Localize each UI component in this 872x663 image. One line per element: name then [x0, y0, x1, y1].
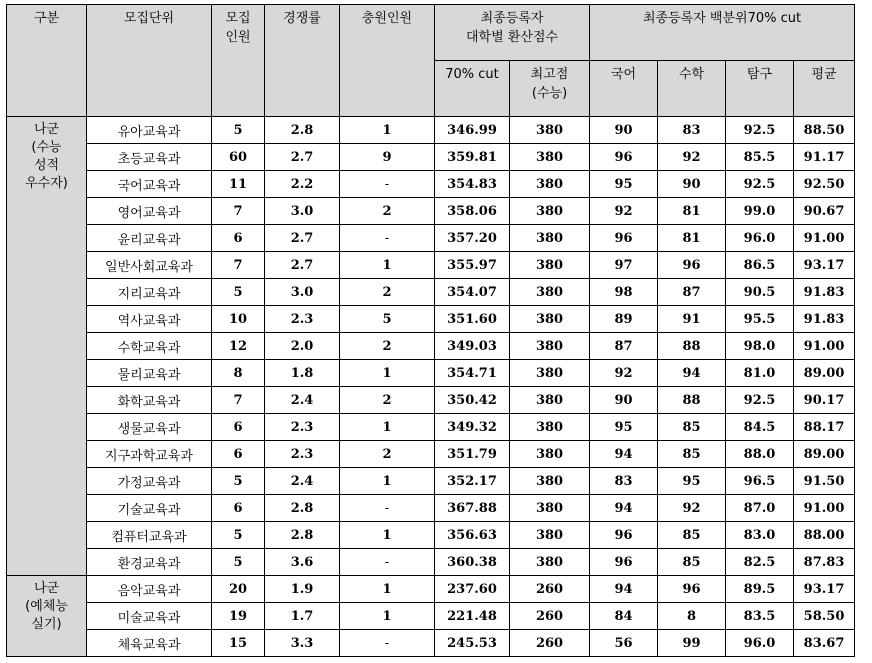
header-quota [212, 5, 265, 117]
inquiry-cell: 81.0 [726, 360, 794, 387]
math-cell: 95 [658, 468, 726, 495]
math-cell: 88 [658, 387, 726, 414]
table-row [7, 522, 855, 549]
math-cell: 83 [658, 117, 726, 144]
quota-cell: 6 [212, 441, 265, 468]
competition-cell: 2.7 [265, 252, 340, 279]
unit-cell: 지리교육과 [87, 279, 212, 306]
additional-cell: 9 [340, 144, 435, 171]
korean-cell: 96 [590, 225, 658, 252]
additional-cell: 2 [340, 387, 435, 414]
quota-cell: 5 [212, 468, 265, 495]
korean-cell: 56 [590, 630, 658, 657]
competition-cell: 1.7 [265, 603, 340, 630]
math-cell: 99 [658, 630, 726, 657]
header-unit: 모집단위 [87, 5, 212, 117]
max-score-cell: 380 [510, 198, 590, 225]
header-korean: 국어 [590, 61, 658, 117]
competition-cell: 2.4 [265, 387, 340, 414]
max-score-cell: 380 [510, 468, 590, 495]
competition-cell: 3.6 [265, 549, 340, 576]
quota-cell: 7 [212, 387, 265, 414]
cut70-cell: 355.97 [435, 252, 510, 279]
average-cell: 87.83 [794, 549, 855, 576]
table-row [7, 360, 855, 387]
unit-cell: 가정교육과 [87, 468, 212, 495]
korean-cell: 96 [590, 522, 658, 549]
unit-cell: 음악교육과 [87, 576, 212, 603]
inquiry-cell: 96.0 [726, 225, 794, 252]
average-cell: 93.17 [794, 576, 855, 603]
table-row [7, 549, 855, 576]
korean-cell: 97 [590, 252, 658, 279]
math-cell: 87 [658, 279, 726, 306]
group-label-line: 나군 [33, 122, 60, 137]
unit-cell: 초등교육과 [87, 144, 212, 171]
group-label-line: 우수자) [25, 176, 68, 191]
korean-cell: 98 [590, 279, 658, 306]
unit-cell: 체육교육과 [87, 630, 212, 657]
cut70-cell: 354.83 [435, 171, 510, 198]
korean-cell: 94 [590, 576, 658, 603]
inquiry-cell: 89.5 [726, 576, 794, 603]
inquiry-cell: 85.5 [726, 144, 794, 171]
unit-cell: 환경교육과 [87, 549, 212, 576]
additional-cell: 5 [340, 306, 435, 333]
unit-cell: 일반사회교육과 [87, 252, 212, 279]
quota-cell: 6 [212, 225, 265, 252]
additional-cell: 1 [340, 117, 435, 144]
inquiry-cell: 87.0 [726, 495, 794, 522]
table-header [7, 5, 855, 117]
unit-cell: 영어교육과 [87, 198, 212, 225]
average-cell: 91.50 [794, 468, 855, 495]
inquiry-cell: 99.0 [726, 198, 794, 225]
math-cell: 94 [658, 360, 726, 387]
average-cell: 88.00 [794, 522, 855, 549]
math-cell: 85 [658, 441, 726, 468]
header-gubun: 구분 [7, 5, 87, 117]
inquiry-cell: 95.5 [726, 306, 794, 333]
math-cell: 85 [658, 414, 726, 441]
table-row [7, 144, 855, 171]
additional-cell: 1 [340, 603, 435, 630]
additional-cell: - [340, 549, 435, 576]
additional-cell: 1 [340, 576, 435, 603]
max-score-cell: 380 [510, 171, 590, 198]
header-math: 수학 [658, 61, 726, 117]
quota-cell: 5 [212, 279, 265, 306]
unit-cell: 지구과학교육과 [87, 441, 212, 468]
math-cell: 90 [658, 171, 726, 198]
table-row [7, 387, 855, 414]
korean-cell: 92 [590, 198, 658, 225]
korean-cell: 96 [590, 144, 658, 171]
math-cell: 96 [658, 252, 726, 279]
korean-cell: 92 [590, 360, 658, 387]
korean-cell: 83 [590, 468, 658, 495]
header-average: 평균 [794, 61, 855, 117]
additional-cell: 2 [340, 279, 435, 306]
math-cell: 91 [658, 306, 726, 333]
math-cell: 85 [658, 522, 726, 549]
cut70-cell: 351.60 [435, 306, 510, 333]
max-score-cell: 380 [510, 522, 590, 549]
quota-cell: 10 [212, 306, 265, 333]
korean-cell: 95 [590, 414, 658, 441]
cut70-cell: 237.60 [435, 576, 510, 603]
group-label-line: 실기) [31, 617, 62, 632]
header-inquiry: 탐구 [726, 61, 794, 117]
average-cell: 91.83 [794, 279, 855, 306]
max-score-cell: 380 [510, 387, 590, 414]
inquiry-cell: 90.5 [726, 279, 794, 306]
competition-cell: 2.7 [265, 144, 340, 171]
max-score-cell: 380 [510, 225, 590, 252]
max-score-cell: 380 [510, 495, 590, 522]
quota-cell: 5 [212, 117, 265, 144]
table-row [7, 414, 855, 441]
competition-cell: 3.0 [265, 279, 340, 306]
cut70-cell: 354.71 [435, 360, 510, 387]
unit-cell: 국어교육과 [87, 171, 212, 198]
max-score-cell: 380 [510, 414, 590, 441]
quota-cell: 6 [212, 414, 265, 441]
inquiry-cell: 88.0 [726, 441, 794, 468]
table-row [7, 171, 855, 198]
average-cell: 91.83 [794, 306, 855, 333]
average-cell: 92.50 [794, 171, 855, 198]
cut70-cell: 352.17 [435, 468, 510, 495]
header-final-score-line2: 대학별 환산점수 [465, 30, 559, 45]
korean-cell: 90 [590, 117, 658, 144]
header-cut70: 70% cut [435, 61, 510, 117]
max-score-cell: 380 [510, 306, 590, 333]
table-row [7, 333, 855, 360]
additional-cell: 1 [340, 522, 435, 549]
group-label [7, 117, 87, 576]
average-cell: 91.00 [794, 495, 855, 522]
additional-cell: - [340, 225, 435, 252]
cut70-cell: 245.53 [435, 630, 510, 657]
competition-cell: 1.8 [265, 360, 340, 387]
inquiry-cell: 82.5 [726, 549, 794, 576]
admission-results-table [6, 4, 855, 657]
additional-cell: 1 [340, 252, 435, 279]
cut70-cell: 349.32 [435, 414, 510, 441]
table-row [7, 306, 855, 333]
korean-cell: 87 [590, 333, 658, 360]
inquiry-cell: 92.5 [726, 171, 794, 198]
table-body [7, 117, 855, 657]
cut70-cell: 358.06 [435, 198, 510, 225]
unit-cell: 수학교육과 [87, 333, 212, 360]
max-score-cell: 380 [510, 252, 590, 279]
math-cell: 81 [658, 198, 726, 225]
competition-cell: 3.0 [265, 198, 340, 225]
inquiry-cell: 92.5 [726, 387, 794, 414]
quota-cell: 15 [212, 630, 265, 657]
max-score-cell: 380 [510, 279, 590, 306]
additional-cell: 1 [340, 414, 435, 441]
additional-cell: 1 [340, 468, 435, 495]
average-cell: 91.00 [794, 333, 855, 360]
additional-cell: 1 [340, 360, 435, 387]
quota-cell: 6 [212, 495, 265, 522]
header-competition: 경쟁률 [265, 5, 340, 117]
quota-cell: 7 [212, 252, 265, 279]
average-cell: 90.17 [794, 387, 855, 414]
header-max-line1: 최고점 [530, 67, 569, 82]
competition-cell: 1.9 [265, 576, 340, 603]
group-label-line: 나군 [33, 581, 60, 596]
competition-cell: 2.0 [265, 333, 340, 360]
cut70-cell: 349.03 [435, 333, 510, 360]
math-cell: 8 [658, 603, 726, 630]
header-final-pct: 최종등록자 백분위70% cut [590, 5, 855, 61]
unit-cell: 기술교육과 [87, 495, 212, 522]
header-final-score [435, 5, 590, 61]
korean-cell: 96 [590, 549, 658, 576]
quota-cell: 19 [212, 603, 265, 630]
quota-cell: 60 [212, 144, 265, 171]
average-cell: 91.00 [794, 225, 855, 252]
unit-cell: 유아교육과 [87, 117, 212, 144]
math-cell: 96 [658, 576, 726, 603]
cut70-cell: 346.99 [435, 117, 510, 144]
inquiry-cell: 83.5 [726, 603, 794, 630]
inquiry-cell: 92.5 [726, 117, 794, 144]
average-cell: 91.17 [794, 144, 855, 171]
quota-cell: 11 [212, 171, 265, 198]
math-cell: 92 [658, 495, 726, 522]
math-cell: 81 [658, 225, 726, 252]
korean-cell: 95 [590, 171, 658, 198]
cut70-cell: 350.42 [435, 387, 510, 414]
header-additional: 충원인원 [340, 5, 435, 117]
max-score-cell: 380 [510, 333, 590, 360]
quota-cell: 5 [212, 549, 265, 576]
table-row [7, 117, 855, 144]
quota-cell: 5 [212, 522, 265, 549]
cut70-cell: 356.63 [435, 522, 510, 549]
average-cell: 83.67 [794, 630, 855, 657]
cut70-cell: 360.38 [435, 549, 510, 576]
table-row [7, 252, 855, 279]
table-row [7, 468, 855, 495]
max-score-cell: 260 [510, 630, 590, 657]
header-quota-line1: 모집 [225, 11, 251, 26]
average-cell: 90.67 [794, 198, 855, 225]
quota-cell: 7 [212, 198, 265, 225]
header-final-score-line1: 최종등록자 [480, 11, 544, 26]
cut70-cell: 367.88 [435, 495, 510, 522]
korean-cell: 90 [590, 387, 658, 414]
header-max-line2: (수능) [531, 86, 568, 101]
unit-cell: 화학교육과 [87, 387, 212, 414]
additional-cell: 2 [340, 198, 435, 225]
additional-cell: 2 [340, 333, 435, 360]
competition-cell: 2.7 [265, 225, 340, 252]
quota-cell: 12 [212, 333, 265, 360]
max-score-cell: 260 [510, 603, 590, 630]
cut70-cell: 354.07 [435, 279, 510, 306]
additional-cell: 2 [340, 441, 435, 468]
competition-cell: 2.8 [265, 117, 340, 144]
table-row [7, 630, 855, 657]
competition-cell: 2.3 [265, 414, 340, 441]
unit-cell: 미술교육과 [87, 603, 212, 630]
table-row [7, 279, 855, 306]
average-cell: 58.50 [794, 603, 855, 630]
korean-cell: 94 [590, 441, 658, 468]
max-score-cell: 380 [510, 549, 590, 576]
inquiry-cell: 84.5 [726, 414, 794, 441]
group-label-line: 성적 [33, 158, 60, 173]
additional-cell: - [340, 630, 435, 657]
max-score-cell: 380 [510, 144, 590, 171]
competition-cell: 2.3 [265, 441, 340, 468]
cut70-cell: 357.20 [435, 225, 510, 252]
additional-cell: - [340, 495, 435, 522]
quota-cell: 8 [212, 360, 265, 387]
group-label-line: (예체능 [25, 599, 68, 614]
table-row [7, 603, 855, 630]
average-cell: 88.50 [794, 117, 855, 144]
unit-cell: 역사교육과 [87, 306, 212, 333]
unit-cell: 컴퓨터교육과 [87, 522, 212, 549]
table-row [7, 225, 855, 252]
additional-cell: - [340, 171, 435, 198]
inquiry-cell: 98.0 [726, 333, 794, 360]
competition-cell: 2.3 [265, 306, 340, 333]
math-cell: 85 [658, 549, 726, 576]
average-cell: 93.17 [794, 252, 855, 279]
average-cell: 88.17 [794, 414, 855, 441]
korean-cell: 84 [590, 603, 658, 630]
group-label-line: (수능 [31, 140, 62, 155]
group-label [7, 576, 87, 657]
competition-cell: 2.4 [265, 468, 340, 495]
competition-cell: 2.8 [265, 495, 340, 522]
inquiry-cell: 86.5 [726, 252, 794, 279]
math-cell: 88 [658, 333, 726, 360]
max-score-cell: 380 [510, 441, 590, 468]
math-cell: 92 [658, 144, 726, 171]
table-row [7, 198, 855, 225]
unit-cell: 윤리교육과 [87, 225, 212, 252]
header-quota-line2: 인원 [225, 30, 251, 45]
competition-cell: 2.2 [265, 171, 340, 198]
korean-cell: 94 [590, 495, 658, 522]
korean-cell: 89 [590, 306, 658, 333]
average-cell: 89.00 [794, 360, 855, 387]
average-cell: 89.00 [794, 441, 855, 468]
cut70-cell: 221.48 [435, 603, 510, 630]
competition-cell: 3.3 [265, 630, 340, 657]
cut70-cell: 359.81 [435, 144, 510, 171]
table-row [7, 495, 855, 522]
table-row [7, 576, 855, 603]
quota-cell: 20 [212, 576, 265, 603]
inquiry-cell: 96.5 [726, 468, 794, 495]
table-row [7, 441, 855, 468]
unit-cell: 생물교육과 [87, 414, 212, 441]
max-score-cell: 380 [510, 117, 590, 144]
unit-cell: 물리교육과 [87, 360, 212, 387]
header-max [510, 61, 590, 117]
max-score-cell: 260 [510, 576, 590, 603]
max-score-cell: 380 [510, 360, 590, 387]
inquiry-cell: 83.0 [726, 522, 794, 549]
inquiry-cell: 96.0 [726, 630, 794, 657]
cut70-cell: 351.79 [435, 441, 510, 468]
competition-cell: 2.8 [265, 522, 340, 549]
